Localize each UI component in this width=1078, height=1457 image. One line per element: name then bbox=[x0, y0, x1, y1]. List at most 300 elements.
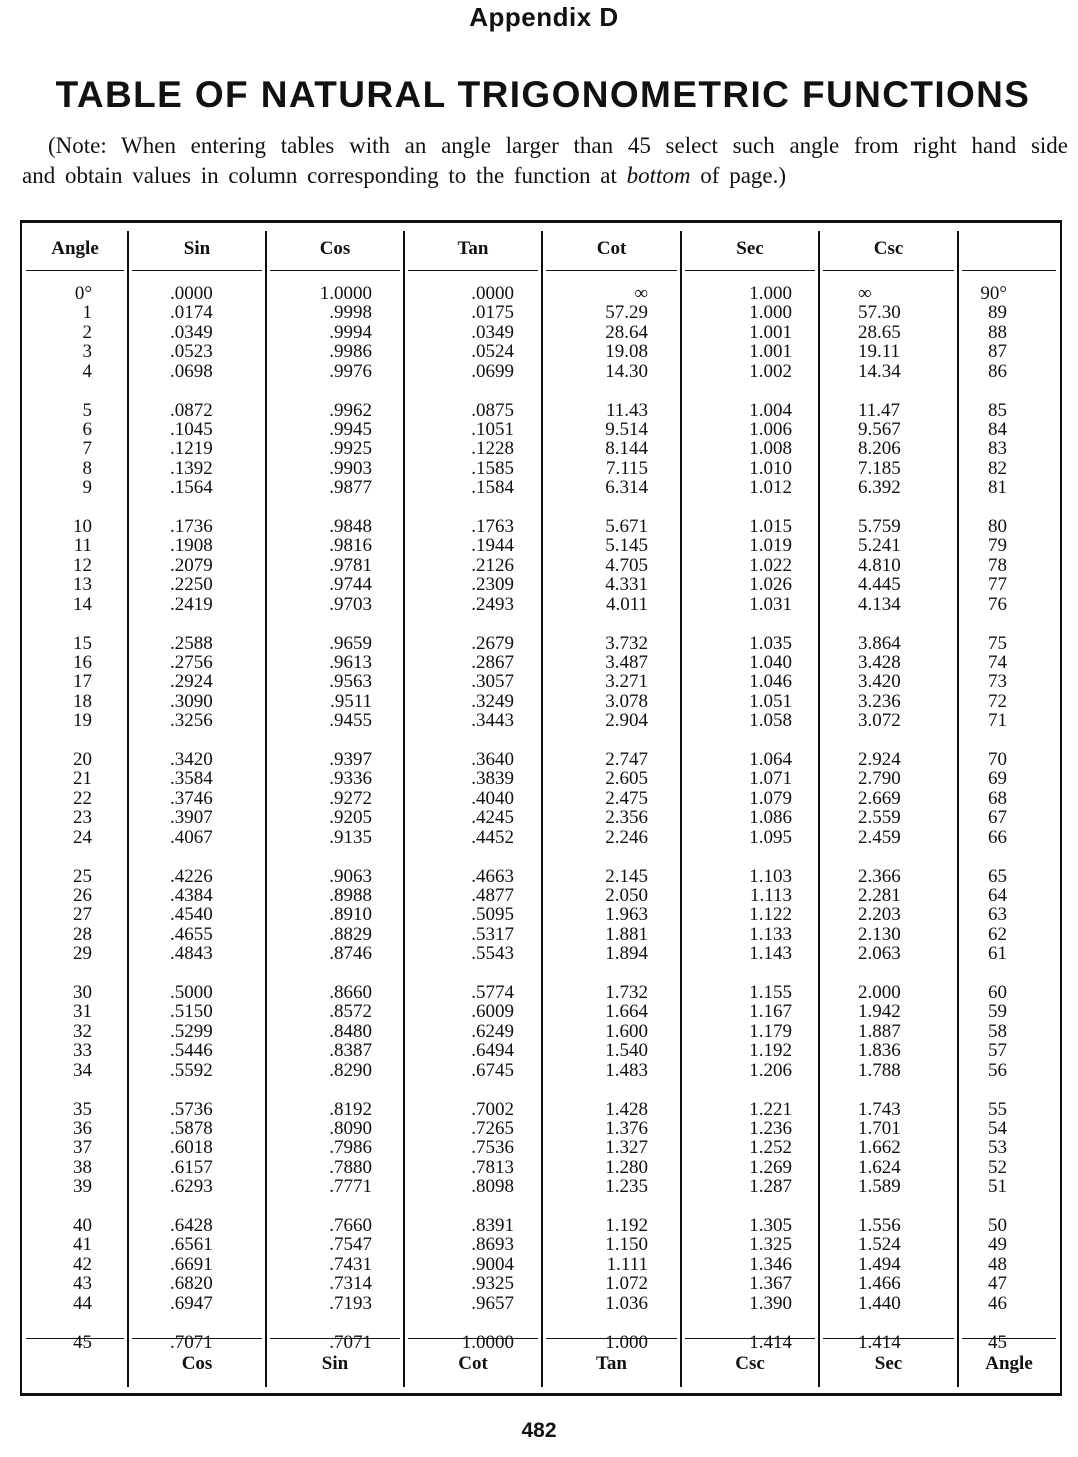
value-cell: 1.035 bbox=[749, 632, 792, 654]
angle-cell: 43 bbox=[73, 1273, 92, 1295]
column-footer: Csc bbox=[735, 1353, 765, 1374]
header-rule bbox=[962, 270, 1056, 271]
complement-angle-cell: 86 bbox=[988, 360, 1007, 382]
value-cell: .4384 bbox=[170, 884, 213, 906]
value-cell: 7.185 bbox=[858, 457, 901, 479]
complement-angle-cell: 83 bbox=[988, 438, 1007, 460]
value-cell: .3584 bbox=[170, 768, 213, 790]
complement-angle-cell: 75 bbox=[988, 632, 1007, 654]
angle-cell: 13 bbox=[73, 574, 92, 596]
value-cell: .9976 bbox=[329, 360, 372, 382]
value-cell: .3057 bbox=[471, 671, 514, 693]
complement-angle-cell: 55 bbox=[988, 1098, 1007, 1120]
value-cell: .6947 bbox=[170, 1292, 213, 1314]
value-cell: 1.206 bbox=[749, 1059, 792, 1081]
appendix-label: Appendix D bbox=[469, 2, 619, 32]
value-cell: 8.144 bbox=[605, 438, 648, 460]
value-cell: 1.376 bbox=[605, 1117, 648, 1139]
value-cell: .6494 bbox=[471, 1040, 514, 1062]
value-cell: 5.241 bbox=[858, 535, 901, 557]
angle-cell: 41 bbox=[73, 1234, 92, 1256]
column-footer: Angle bbox=[985, 1353, 1033, 1374]
value-cell: ∞ bbox=[858, 283, 872, 304]
value-cell: .1585 bbox=[471, 457, 514, 479]
value-cell: 2.559 bbox=[858, 807, 901, 829]
complement-angle-cell: 56 bbox=[988, 1059, 1007, 1081]
column-footer: Tan bbox=[596, 1353, 627, 1374]
column-divider bbox=[265, 231, 267, 1387]
value-cell: .0875 bbox=[471, 399, 514, 421]
value-cell: .9994 bbox=[329, 321, 372, 343]
angle-cell: 32 bbox=[73, 1020, 92, 1042]
value-cell: .2679 bbox=[471, 632, 514, 654]
complement-angle-cell: 76 bbox=[988, 593, 1007, 615]
value-cell: 3.420 bbox=[858, 671, 901, 693]
angle-cell: 37 bbox=[73, 1137, 92, 1159]
value-cell: .0523 bbox=[170, 341, 213, 363]
angle-cell: 15 bbox=[73, 632, 92, 654]
value-cell: .5095 bbox=[471, 904, 514, 926]
value-cell: 1.006 bbox=[749, 418, 792, 440]
value-cell: .0174 bbox=[170, 302, 213, 324]
complement-angle-cell: 85 bbox=[988, 399, 1007, 421]
value-cell: .9877 bbox=[329, 477, 372, 499]
value-cell: .5000 bbox=[170, 982, 213, 1003]
value-cell: .8098 bbox=[471, 1176, 514, 1198]
value-cell: .3839 bbox=[471, 768, 514, 790]
complement-angle-cell: 46 bbox=[988, 1292, 1007, 1314]
value-cell: 4.705 bbox=[605, 554, 648, 576]
value-cell: .5446 bbox=[170, 1040, 213, 1062]
column-header: Cos bbox=[319, 238, 351, 259]
value-cell: .1045 bbox=[170, 418, 213, 440]
value-cell: 1.058 bbox=[749, 710, 792, 732]
complement-angle-cell: 45 bbox=[988, 1331, 1007, 1353]
angle-cell: 10 bbox=[73, 516, 92, 537]
value-cell: 14.34 bbox=[858, 360, 901, 382]
value-cell: 5.671 bbox=[605, 516, 648, 537]
value-cell: 1.015 bbox=[749, 516, 792, 537]
complement-angle-cell: 47 bbox=[988, 1273, 1007, 1295]
value-cell: 1.662 bbox=[858, 1137, 901, 1159]
value-cell: 4.134 bbox=[858, 593, 901, 615]
angle-cell: 11 bbox=[73, 535, 92, 557]
value-cell: 1.287 bbox=[749, 1176, 792, 1198]
value-cell: .5736 bbox=[170, 1098, 213, 1120]
angle-cell: 42 bbox=[73, 1253, 92, 1275]
value-cell: .4067 bbox=[170, 826, 213, 848]
column-footer: Cos bbox=[181, 1353, 213, 1374]
column-divider bbox=[680, 231, 682, 1387]
value-cell: .8572 bbox=[329, 1001, 372, 1023]
value-cell: 1.133 bbox=[749, 923, 792, 945]
complement-angle-cell: 89 bbox=[988, 302, 1007, 324]
value-cell: 2.246 bbox=[605, 826, 648, 848]
value-cell: .4877 bbox=[471, 884, 514, 906]
value-cell: .3640 bbox=[471, 749, 514, 770]
value-cell: .3907 bbox=[170, 807, 213, 829]
value-cell: .9925 bbox=[329, 438, 372, 460]
column-header: Tan bbox=[457, 238, 489, 259]
value-cell: .1219 bbox=[170, 438, 213, 460]
angle-cell: 31 bbox=[73, 1001, 92, 1023]
value-cell: .6009 bbox=[471, 1001, 514, 1023]
value-cell: .4245 bbox=[471, 807, 514, 829]
value-cell: 1.367 bbox=[749, 1273, 792, 1295]
value-cell: 3.487 bbox=[605, 651, 648, 673]
value-cell: 1.036 bbox=[605, 1292, 648, 1314]
value-cell: 1.122 bbox=[749, 904, 792, 926]
complement-angle-cell: 69 bbox=[988, 768, 1007, 790]
angle-cell: 17 bbox=[73, 671, 92, 693]
value-cell: .4452 bbox=[471, 826, 514, 848]
angle-cell: 9 bbox=[82, 477, 92, 499]
value-cell: 1.012 bbox=[749, 477, 792, 499]
complement-angle-cell: 65 bbox=[988, 865, 1007, 887]
value-cell: .2924 bbox=[170, 671, 213, 693]
value-cell: .6157 bbox=[170, 1156, 213, 1178]
value-cell: .2079 bbox=[170, 554, 213, 576]
value-cell: .9336 bbox=[329, 768, 372, 790]
value-cell: 8.206 bbox=[858, 438, 901, 460]
value-cell: 2.747 bbox=[605, 749, 648, 770]
complement-angle-cell: 51 bbox=[988, 1176, 1007, 1198]
complement-angle-cell: 73 bbox=[988, 671, 1007, 693]
value-cell: 1.390 bbox=[749, 1292, 792, 1314]
usage-note bbox=[22, 131, 1068, 191]
column-divider bbox=[957, 231, 959, 1387]
value-cell: .6745 bbox=[471, 1059, 514, 1081]
value-cell: .0698 bbox=[170, 360, 213, 382]
complement-angle-cell: 79 bbox=[988, 535, 1007, 557]
header-rule bbox=[685, 270, 815, 271]
value-cell: 1.346 bbox=[749, 1253, 792, 1275]
value-cell: .9962 bbox=[329, 399, 372, 421]
page-number: 482 bbox=[521, 1419, 557, 1442]
value-cell: .3443 bbox=[471, 710, 514, 732]
value-cell: 2.203 bbox=[858, 904, 901, 926]
angle-cell: 0° bbox=[74, 283, 92, 304]
value-cell: 1.0000 bbox=[319, 283, 372, 304]
value-cell: .4663 bbox=[471, 865, 514, 887]
value-cell: .7314 bbox=[329, 1273, 372, 1295]
value-cell: 2.063 bbox=[858, 943, 901, 965]
note-emphasis: bottom bbox=[626, 163, 691, 188]
value-cell: .8090 bbox=[329, 1117, 372, 1139]
value-cell: .6018 bbox=[170, 1137, 213, 1159]
value-cell: .2756 bbox=[170, 651, 213, 673]
angle-cell: 28 bbox=[73, 923, 92, 945]
value-cell: .4655 bbox=[170, 923, 213, 945]
value-cell: .9563 bbox=[329, 671, 372, 693]
value-cell: 1.113 bbox=[749, 884, 792, 906]
value-cell: .9659 bbox=[329, 632, 372, 654]
value-cell: 1.031 bbox=[749, 593, 792, 615]
value-cell: 1.327 bbox=[605, 1137, 648, 1159]
complement-angle-cell: 54 bbox=[988, 1117, 1007, 1139]
value-cell: .8660 bbox=[329, 982, 372, 1003]
value-cell: .8290 bbox=[329, 1059, 372, 1081]
angle-cell: 21 bbox=[73, 768, 92, 790]
value-cell: 2.924 bbox=[858, 749, 901, 770]
value-cell: .8829 bbox=[329, 923, 372, 945]
page-title: TABLE OF NATURAL TRIGONOMETRIC FUNCTIONS bbox=[55, 74, 1031, 115]
value-cell: 1.887 bbox=[858, 1020, 901, 1042]
value-cell: 1.0000 bbox=[461, 1331, 514, 1353]
value-cell: .9703 bbox=[329, 593, 372, 615]
complement-angle-cell: 81 bbox=[988, 477, 1007, 499]
value-cell: .9998 bbox=[329, 302, 372, 324]
complement-angle-cell: 60 bbox=[988, 982, 1007, 1003]
value-cell: 1.236 bbox=[749, 1117, 792, 1139]
note-line-1: (Note: When entering tables with an angle larger than 45 select such angle from right hand side bbox=[48, 133, 1068, 158]
note-line-2 bbox=[22, 161, 1068, 191]
value-cell: .0699 bbox=[471, 360, 514, 382]
value-cell: 1.483 bbox=[605, 1059, 648, 1081]
value-cell: .0175 bbox=[471, 302, 514, 324]
value-cell: 2.281 bbox=[858, 884, 901, 906]
value-cell: 1.143 bbox=[749, 943, 792, 965]
header-rule bbox=[408, 270, 538, 271]
value-cell: .9455 bbox=[329, 710, 372, 732]
value-cell: .2867 bbox=[471, 651, 514, 673]
value-cell: 1.040 bbox=[749, 651, 792, 673]
value-cell: .7986 bbox=[329, 1137, 372, 1159]
value-cell: 4.445 bbox=[858, 574, 901, 596]
value-cell: .5299 bbox=[170, 1020, 213, 1042]
value-cell: .0349 bbox=[170, 321, 213, 343]
value-cell: 1.155 bbox=[749, 982, 792, 1003]
value-cell: .7813 bbox=[471, 1156, 514, 1178]
value-cell: .9272 bbox=[329, 787, 372, 809]
value-cell: 1.600 bbox=[605, 1020, 648, 1042]
value-cell: .1763 bbox=[471, 516, 514, 537]
value-cell: 1.095 bbox=[749, 826, 792, 848]
value-cell: .6249 bbox=[471, 1020, 514, 1042]
value-cell: 1.010 bbox=[749, 457, 792, 479]
column-header: Csc bbox=[873, 238, 904, 259]
column-divider bbox=[541, 231, 543, 1387]
value-cell: .1908 bbox=[170, 535, 213, 557]
value-cell: .9613 bbox=[329, 651, 372, 673]
value-cell: .5592 bbox=[170, 1059, 213, 1081]
angle-cell: 25 bbox=[73, 865, 92, 887]
complement-angle-cell: 48 bbox=[988, 1253, 1007, 1275]
value-cell: .2309 bbox=[471, 574, 514, 596]
value-cell: 1.002 bbox=[749, 360, 792, 382]
value-cell: ∞ bbox=[634, 283, 648, 304]
value-cell: 1.624 bbox=[858, 1156, 901, 1178]
value-cell: 1.071 bbox=[749, 768, 792, 790]
column-header: Cot bbox=[596, 238, 627, 259]
angle-cell: 7 bbox=[82, 438, 92, 460]
angle-cell: 8 bbox=[82, 457, 92, 479]
value-cell: 2.459 bbox=[858, 826, 901, 848]
angle-cell: 44 bbox=[73, 1292, 92, 1314]
value-cell: .9325 bbox=[471, 1273, 514, 1295]
angle-cell: 34 bbox=[73, 1059, 92, 1081]
value-cell: .8693 bbox=[471, 1234, 514, 1256]
value-cell: 5.145 bbox=[605, 535, 648, 557]
complement-angle-cell: 58 bbox=[988, 1020, 1007, 1042]
value-cell: 1.079 bbox=[749, 787, 792, 809]
value-cell: 1.086 bbox=[749, 807, 792, 829]
value-cell: .9848 bbox=[329, 516, 372, 537]
value-cell: 1.414 bbox=[749, 1331, 792, 1353]
value-cell: 1.064 bbox=[749, 749, 792, 770]
value-cell: 5.759 bbox=[858, 516, 901, 537]
value-cell: 1.494 bbox=[858, 1253, 901, 1275]
value-cell: 1.466 bbox=[858, 1273, 901, 1295]
value-cell: .1228 bbox=[471, 438, 514, 460]
complement-angle-cell: 68 bbox=[988, 787, 1007, 809]
value-cell: 1.192 bbox=[605, 1215, 648, 1236]
angle-cell: 35 bbox=[73, 1098, 92, 1120]
value-cell: .9063 bbox=[329, 865, 372, 887]
value-cell: .2419 bbox=[170, 593, 213, 615]
value-cell: 2.000 bbox=[858, 982, 901, 1003]
value-cell: .5878 bbox=[170, 1117, 213, 1139]
value-cell: 6.392 bbox=[858, 477, 901, 499]
value-cell: 1.001 bbox=[749, 341, 792, 363]
complement-angle-cell: 90° bbox=[980, 283, 1007, 304]
value-cell: 1.881 bbox=[605, 923, 648, 945]
value-cell: 19.11 bbox=[858, 341, 901, 363]
value-cell: 2.475 bbox=[605, 787, 648, 809]
value-cell: .8480 bbox=[329, 1020, 372, 1042]
value-cell: 1.000 bbox=[605, 1331, 648, 1353]
value-cell: .1392 bbox=[170, 457, 213, 479]
value-cell: 28.64 bbox=[605, 321, 648, 343]
value-cell: 1.179 bbox=[749, 1020, 792, 1042]
value-cell: 1.150 bbox=[605, 1234, 648, 1256]
value-cell: .7071 bbox=[329, 1331, 372, 1353]
complement-angle-cell: 77 bbox=[988, 574, 1007, 596]
value-cell: 14.30 bbox=[605, 360, 648, 382]
value-cell: 1.111 bbox=[606, 1253, 648, 1275]
value-cell: 1.046 bbox=[749, 671, 792, 693]
value-cell: 4.011 bbox=[605, 593, 648, 615]
column-header: Sec bbox=[736, 238, 764, 259]
value-cell: .0000 bbox=[170, 283, 213, 304]
value-cell: .3090 bbox=[170, 690, 213, 712]
value-cell: 1.440 bbox=[858, 1292, 901, 1314]
angle-cell: 27 bbox=[73, 904, 92, 926]
value-cell: 1.524 bbox=[858, 1234, 901, 1256]
value-cell: .7071 bbox=[170, 1331, 213, 1353]
value-cell: 11.43 bbox=[605, 399, 648, 421]
value-cell: .7265 bbox=[471, 1117, 514, 1139]
value-cell: .0349 bbox=[471, 321, 514, 343]
value-cell: 1.894 bbox=[605, 943, 648, 965]
value-cell: .1051 bbox=[471, 418, 514, 440]
complement-angle-cell: 52 bbox=[988, 1156, 1007, 1178]
value-cell: 9.514 bbox=[605, 418, 648, 440]
angle-cell: 45 bbox=[73, 1331, 92, 1353]
angle-cell: 39 bbox=[73, 1176, 92, 1198]
complement-angle-cell: 50 bbox=[988, 1215, 1007, 1236]
value-cell: 3.078 bbox=[605, 690, 648, 712]
value-cell: .9816 bbox=[329, 535, 372, 557]
value-cell: 1.664 bbox=[605, 1001, 648, 1023]
complement-angle-cell: 71 bbox=[988, 710, 1007, 732]
angle-cell: 20 bbox=[73, 749, 92, 770]
value-cell: 19.08 bbox=[605, 341, 648, 363]
value-cell: .7193 bbox=[329, 1292, 372, 1314]
value-cell: .9004 bbox=[471, 1253, 514, 1275]
value-cell: .9135 bbox=[329, 826, 372, 848]
value-cell: .6293 bbox=[170, 1176, 213, 1198]
value-cell: .2493 bbox=[471, 593, 514, 615]
value-cell: 1.019 bbox=[749, 535, 792, 557]
value-cell: 2.366 bbox=[858, 865, 901, 887]
value-cell: .3249 bbox=[471, 690, 514, 712]
angle-cell: 19 bbox=[73, 710, 92, 732]
value-cell: 57.30 bbox=[858, 302, 901, 324]
value-cell: .1944 bbox=[471, 535, 514, 557]
value-cell: 2.145 bbox=[605, 865, 648, 887]
angle-cell: 14 bbox=[73, 593, 92, 615]
complement-angle-cell: 88 bbox=[988, 321, 1007, 343]
complement-angle-cell: 78 bbox=[988, 554, 1007, 576]
value-cell: 1.788 bbox=[858, 1059, 901, 1081]
note-text: and obtain values in column corresponding to the function at bbox=[22, 163, 627, 188]
value-cell: .1564 bbox=[170, 477, 213, 499]
complement-angle-cell: 59 bbox=[988, 1001, 1007, 1023]
value-cell: 1.269 bbox=[749, 1156, 792, 1178]
value-cell: 57.29 bbox=[605, 302, 648, 324]
column-divider bbox=[818, 231, 820, 1387]
value-cell: 1.001 bbox=[749, 321, 792, 343]
value-cell: 1.428 bbox=[605, 1098, 648, 1120]
value-cell: 1.305 bbox=[749, 1215, 792, 1236]
complement-angle-cell: 82 bbox=[988, 457, 1007, 479]
value-cell: .1584 bbox=[471, 477, 514, 499]
column-divider bbox=[127, 231, 129, 1387]
value-cell: 28.65 bbox=[858, 321, 901, 343]
value-cell: 1.221 bbox=[749, 1098, 792, 1120]
value-cell: 1.026 bbox=[749, 574, 792, 596]
value-cell: 9.567 bbox=[858, 418, 901, 440]
header-rule bbox=[823, 270, 954, 271]
value-cell: 3.236 bbox=[858, 690, 901, 712]
angle-cell: 23 bbox=[73, 807, 92, 829]
angle-cell: 24 bbox=[73, 826, 92, 848]
complement-angle-cell: 62 bbox=[988, 923, 1007, 945]
value-cell: .8988 bbox=[329, 884, 372, 906]
value-cell: 1.414 bbox=[858, 1331, 901, 1353]
value-cell: .5150 bbox=[170, 1001, 213, 1023]
value-cell: .9744 bbox=[329, 574, 372, 596]
angle-cell: 4 bbox=[82, 360, 92, 382]
complement-angle-cell: 74 bbox=[988, 651, 1007, 673]
value-cell: .8387 bbox=[329, 1040, 372, 1062]
angle-cell: 30 bbox=[73, 982, 92, 1003]
value-cell: 4.810 bbox=[858, 554, 901, 576]
value-cell: .6820 bbox=[170, 1273, 213, 1295]
value-cell: .9511 bbox=[329, 690, 372, 712]
value-cell: 1.000 bbox=[749, 283, 792, 304]
angle-cell: 36 bbox=[73, 1117, 92, 1139]
header-rule bbox=[546, 270, 677, 271]
value-cell: .7880 bbox=[329, 1156, 372, 1178]
value-cell: 1.051 bbox=[749, 690, 792, 712]
value-cell: 3.864 bbox=[858, 632, 901, 654]
value-cell: 1.540 bbox=[605, 1040, 648, 1062]
value-cell: .9903 bbox=[329, 457, 372, 479]
angle-cell: 38 bbox=[73, 1156, 92, 1178]
value-cell: 1.022 bbox=[749, 554, 792, 576]
